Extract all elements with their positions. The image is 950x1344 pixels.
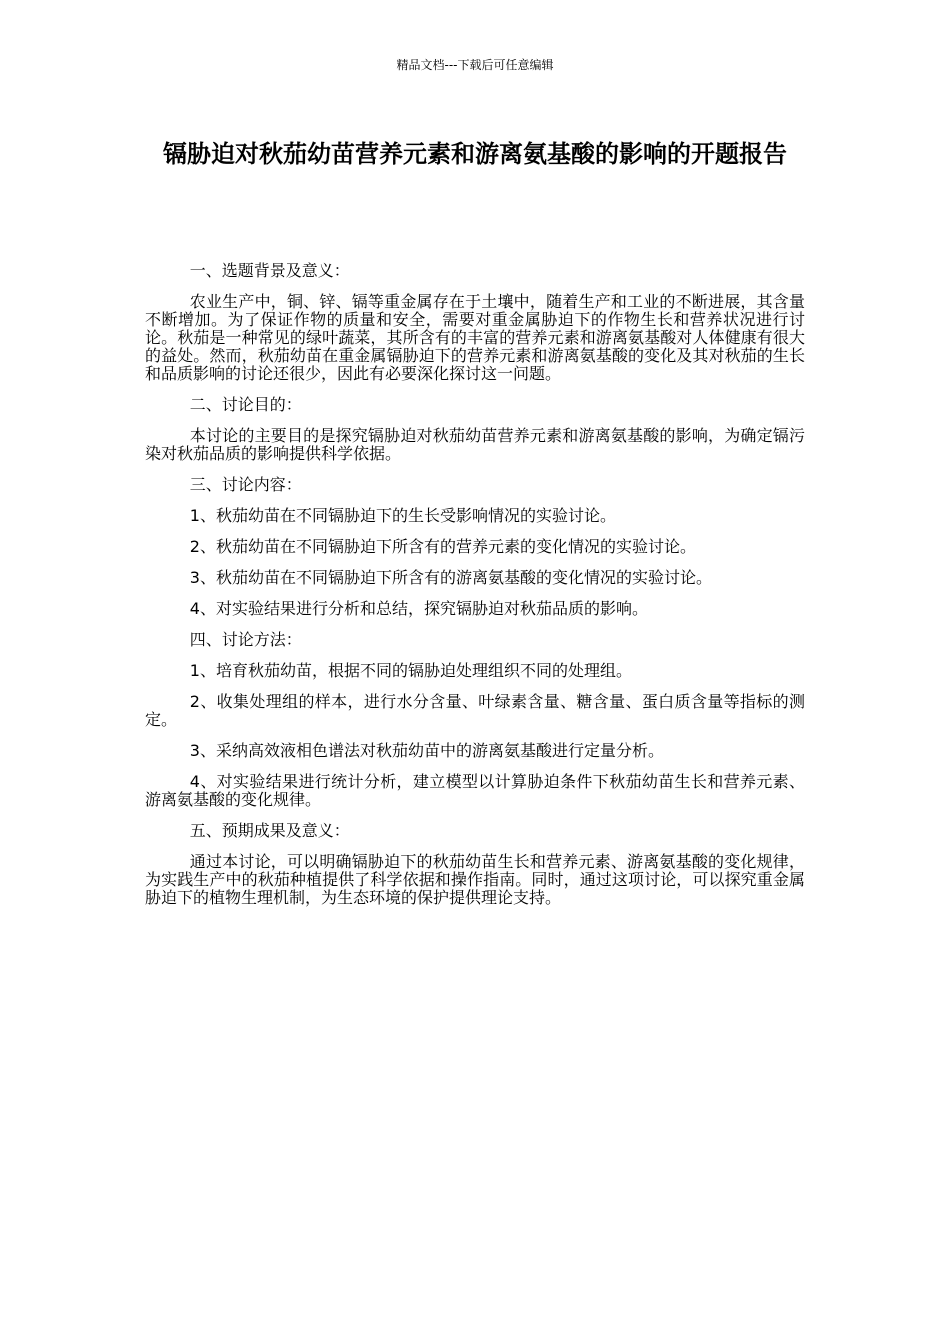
list-item-content-2: 2、秋茄幼苗在不同镉胁迫下所含有的营养元素的变化情况的实验讨论。 — [189, 537, 696, 556]
list-item-method-4: 4、对实验结果进行统计分析，建立模型以计算胁迫条件下秋茄幼苗生长和营养元素、游离氨基酸的变化规律。 — [145, 772, 805, 809]
list-item-method-1: 1、培育秋茄幼苗，根据不同的镉胁迫处理组织不同的处理组。 — [189, 661, 632, 680]
section-heading-content: 三、讨论内容： — [189, 475, 302, 494]
list-item-content-4: 4、对实验结果进行分析和总结，探究镉胁迫对秋茄品质的影响。 — [189, 599, 648, 618]
paragraph-background: 农业生产中，铜、锌、镉等重金属存在于土壤中，随着生产和工业的不断进展，其含量不断增加。为了保证作物的质量和安全，需要对重金属胁迫下的作物生长和营养状况进行讨论。秋茄是一种常见的绿叶蔬菜，其所含有的丰富的营养元素和游离氨基酸对人体健康有很大的益处。然而，秋茄幼苗在重金属镉胁迫下的营养元素和游离氨基酸的变化及其对秋茄的生长和品质影响的讨论还很少，因此有必要深化探讨这一问题。 — [145, 292, 805, 383]
paragraph-outcomes: 通过本讨论，可以明确镉胁迫下的秋茄幼苗生长和营养元素、游离氨基酸的变化规律，为实践生产中的秋茄种植提供了科学依据和操作指南。同时，通过这项讨论，可以探究重金属胁迫下的植物生理机制，为生态环境的保护提供理论支持。 — [145, 852, 805, 907]
section-heading-methods: 四、讨论方法： — [189, 630, 302, 649]
list-item-content-3: 3、秋茄幼苗在不同镉胁迫下所含有的游离氨基酸的变化情况的实验讨论。 — [189, 568, 712, 587]
header-note: 精品文档---下载后可任意编辑 — [396, 58, 554, 72]
section-heading-purpose: 二、讨论目的： — [189, 395, 302, 414]
list-item-method-2: 2、收集处理组的样本，进行水分含量、叶绿素含量、糖含量、蛋白质含量等指标的测定。 — [145, 692, 805, 729]
document-title: 镉胁迫对秋茄幼苗营养元素和游离氨基酸的影响的开题报告 — [163, 140, 787, 168]
section-heading-background: 一、选题背景及意义： — [189, 261, 350, 280]
list-item-method-3: 3、采纳高效液相色谱法对秋茄幼苗中的游离氨基酸进行定量分析。 — [189, 741, 664, 760]
paragraph-purpose: 本讨论的主要目的是探究镉胁迫对秋茄幼苗营养元素和游离氨基酸的影响，为确定镉污染对秋茄品质的影响提供科学依据。 — [145, 426, 805, 463]
section-heading-outcomes: 五、预期成果及意义： — [189, 821, 350, 840]
document-body — [145, 262, 805, 920]
list-item-content-1: 1、秋茄幼苗在不同镉胁迫下的生长受影响情况的实验讨论。 — [189, 506, 616, 525]
